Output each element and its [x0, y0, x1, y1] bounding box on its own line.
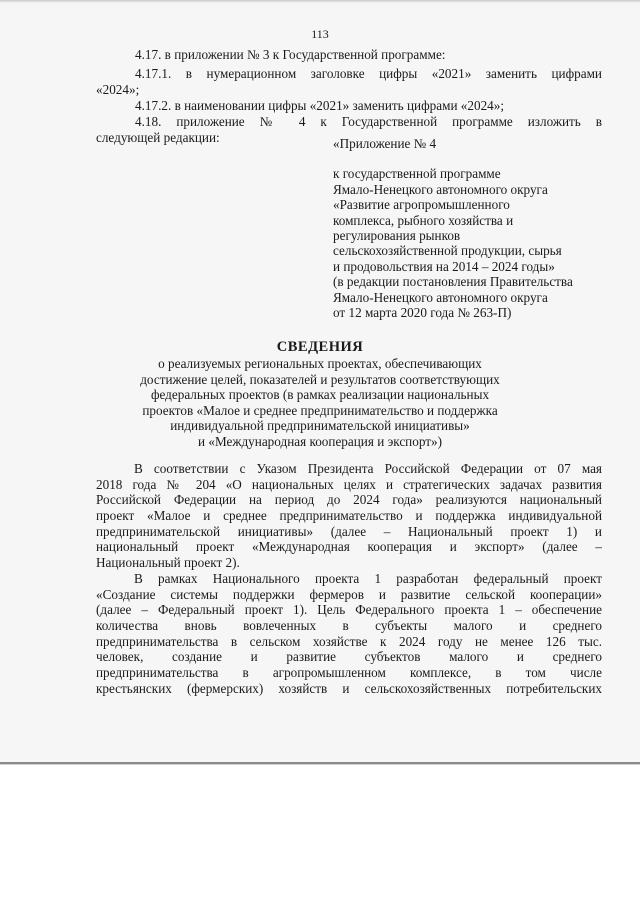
paragraph-2-line: «Создание системы поддержки фермеров и развитие сельской кооперации»	[96, 586, 602, 602]
heading-title: СВЕДЕНИЯ	[276, 339, 364, 355]
amendment-4-17-1: 4.17.1. в нумерационном заголовке цифры «2021» заменить цифрами	[135, 66, 602, 81]
heading-subtitle-line: достижение целей, показателей и результатов соответствующих	[140, 371, 500, 387]
appendix-line: Ямало-Ненецкого автономного округа	[333, 181, 548, 197]
appendix-title: «Приложение № 4	[333, 136, 437, 151]
appendix-line: комплекса, рыбного хозяйства и	[333, 212, 514, 228]
appendix-line: «Развитие агропромышленного	[333, 197, 510, 213]
appendix-header	[333, 136, 633, 320]
paragraph-2-line: человек, создание и развитие субъектов малого и среднего	[96, 649, 602, 665]
appendix-line: к государственной программе	[333, 166, 501, 182]
paragraph-1-line: Национальный проект 2).	[96, 555, 240, 571]
paragraph-2-line: крестьянских (фермерских) хозяйств и сельскохозяйственных потребительских	[96, 680, 602, 696]
paragraph-1-line: Российской Федерации на период до 2024 года» реализуются национальный	[96, 492, 602, 508]
heading-subtitle-line: индивидуальной предпринимательской инициативы»	[170, 418, 470, 434]
body-text	[96, 461, 602, 696]
amendment-4-17-1-cont: «2024»;	[96, 82, 140, 97]
appendix-line: сельскохозяйственной продукции, сырья	[333, 243, 562, 259]
paragraph-2-line: В рамках Национального проекта 1 разработан федеральный проект	[134, 570, 602, 586]
amendment-4-17-2: 4.17.2. в наименовании цифры «2021» заменить цифрами «2024»;	[135, 98, 505, 113]
appendix-line: и продовольствия на 2014 – 2024 годы»	[333, 258, 555, 274]
paragraph-2-line: предпринимательства в агропромышленном комплексе, в том числе	[96, 664, 602, 680]
appendix-line: от 12 марта 2020 года № 263-П)	[333, 305, 512, 321]
appendix-line: регулирования рынков	[333, 228, 461, 244]
heading-subtitle-line: о реализуемых региональных проектах, обеспечивающих	[158, 356, 482, 371]
paragraph-2-line: (далее – Федеральный проект 1). Цель Федерального проекта 1 – обеспечение	[96, 602, 602, 618]
amendment-4-18-cont: следующей редакции:	[96, 130, 220, 145]
appendix-line: (в редакции постановления Правительства	[333, 274, 573, 290]
scan-edge	[0, 0, 640, 3]
heading-subtitle-line: и «Международная кооперация и экспорт»)	[198, 433, 442, 449]
paragraph-2-line: количества вновь вовлеченных в субъекты малого и среднего	[96, 617, 602, 633]
paragraph-1-line: предпринимательской инициативы» (далее – Национальный проект 1) и	[96, 523, 602, 539]
appendix-line: Ямало-Ненецкого автономного округа	[333, 289, 548, 305]
amendment-4-18: 4.18. приложение № 4 к Государственной программе изложить в	[135, 114, 602, 129]
paragraph-2-line: предпринимательства в сельском хозяйстве к 2024 году не менее 126 тыс.	[96, 633, 602, 649]
paragraph-1-line: В соответствии с Указом Президента Российской Федерации от 07 мая	[134, 461, 602, 476]
page-number: 113	[311, 27, 329, 41]
document-heading	[0, 339, 640, 450]
paragraph-1-line: национальный проект «Международная кооперация и экспорт» (далее –	[96, 539, 602, 555]
paragraph-1-line: проект «Малое и среднее предпринимательство и поддержка индивидуальной	[96, 508, 602, 524]
paragraph-1-line: 2018 года № 204 «О национальных целях и стратегических задачах развития	[96, 476, 602, 492]
heading-subtitle-line: федеральных проектов (в рамках реализации национальных	[150, 387, 490, 403]
amendment-4-17: 4.17. в приложении № 3 к Государственной программе:	[135, 47, 446, 62]
heading-subtitle-line: проектов «Малое и среднее предпринимательство и поддержка	[142, 402, 498, 418]
